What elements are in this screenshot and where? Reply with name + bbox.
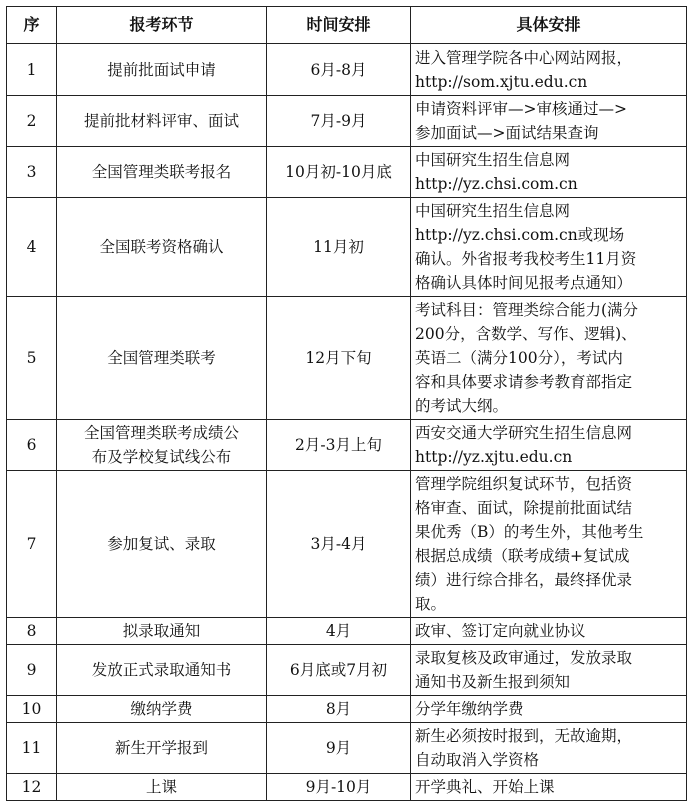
time-cell: 11月初	[267, 198, 411, 297]
detail-cell: 录取复核及政审通过，发放录取 通知书及新生报到须知	[411, 645, 687, 696]
stage-cell: 提前批材料评审、面试	[57, 96, 267, 147]
time-cell: 6月-8月	[267, 44, 411, 96]
detail-cell: 新生必须按时报到，无故逾期， 自动取消入学资格	[411, 723, 687, 774]
seq-cell: 8	[7, 618, 57, 645]
table-row	[7, 198, 687, 297]
detail-cell: 政审、签订定向就业协议	[411, 618, 687, 645]
stage-cell: 拟录取通知	[57, 618, 267, 645]
seq-cell: 3	[7, 147, 57, 198]
stage-cell: 全国管理类联考成绩公 布及学校复试线公布	[57, 420, 267, 471]
table-row	[7, 471, 687, 618]
schedule-table	[6, 6, 687, 801]
detail-cell: 开学典礼、开始上课	[411, 774, 687, 801]
seq-cell: 7	[7, 471, 57, 618]
time-cell: 4月	[267, 618, 411, 645]
detail-cell: 中国研究生招生信息网 http://yz.chsi.com.cn或现场 确认。外省报考我校考生11月资 格确认具体时间见报考点通知）	[411, 198, 687, 297]
time-cell: 2月-3月上旬	[267, 420, 411, 471]
stage-cell: 提前批面试申请	[57, 44, 267, 96]
time-cell: 7月-9月	[267, 96, 411, 147]
detail-cell: 西安交通大学研究生招生信息网 http://yz.xjtu.edu.cn	[411, 420, 687, 471]
table-row	[7, 44, 687, 96]
header-detail: 具体安排	[411, 7, 687, 44]
table-row	[7, 723, 687, 774]
table-row	[7, 645, 687, 696]
seq-cell: 2	[7, 96, 57, 147]
seq-cell: 11	[7, 723, 57, 774]
header-row	[7, 7, 687, 44]
table-row	[7, 618, 687, 645]
detail-cell: 管理学院组织复试环节，包括资 格审查、面试，除提前批面试结 果优秀（B）的考生外，其他考生 根据总成绩（联考成绩+复试成 绩）进行综合排名，最终择优录 取。	[411, 471, 687, 618]
header-time: 时间安排	[267, 7, 411, 44]
detail-cell: 申请资料评审—>审核通过—> 参加面试—>面试结果查询	[411, 96, 687, 147]
time-cell: 12月下旬	[267, 297, 411, 420]
table-row	[7, 297, 687, 420]
detail-cell: 考试科目：管理类综合能力(满分 200分，含数学、写作、逻辑)、 英语二（满分100分），考试内 容和具体要求请参考教育部指定 的考试大纲。	[411, 297, 687, 420]
time-cell: 3月-4月	[267, 471, 411, 618]
stage-cell: 新生开学报到	[57, 723, 267, 774]
seq-cell: 4	[7, 198, 57, 297]
detail-cell: 中国研究生招生信息网 http://yz.chsi.com.cn	[411, 147, 687, 198]
seq-cell: 9	[7, 645, 57, 696]
time-cell: 8月	[267, 696, 411, 723]
stage-cell: 全国联考资格确认	[57, 198, 267, 297]
stage-cell: 发放正式录取通知书	[57, 645, 267, 696]
stage-cell: 上课	[57, 774, 267, 801]
table-row	[7, 420, 687, 471]
detail-cell: 分学年缴纳学费	[411, 696, 687, 723]
time-cell: 9月-10月	[267, 774, 411, 801]
detail-cell: 进入管理学院各中心网站网报， http://som.xjtu.edu.cn	[411, 44, 687, 96]
stage-cell: 参加复试、录取	[57, 471, 267, 618]
table-row	[7, 696, 687, 723]
table-row	[7, 147, 687, 198]
time-cell: 6月底或7月初	[267, 645, 411, 696]
stage-cell: 全国管理类联考报名	[57, 147, 267, 198]
stage-cell: 缴纳学费	[57, 696, 267, 723]
seq-cell: 5	[7, 297, 57, 420]
seq-cell: 1	[7, 44, 57, 96]
stage-cell: 全国管理类联考	[57, 297, 267, 420]
seq-cell: 10	[7, 696, 57, 723]
header-seq: 序	[7, 7, 57, 44]
time-cell: 10月初-10月底	[267, 147, 411, 198]
header-stage: 报考环节	[57, 7, 267, 44]
seq-cell: 6	[7, 420, 57, 471]
seq-cell: 12	[7, 774, 57, 801]
table-row	[7, 96, 687, 147]
time-cell: 9月	[267, 723, 411, 774]
table-row	[7, 774, 687, 801]
